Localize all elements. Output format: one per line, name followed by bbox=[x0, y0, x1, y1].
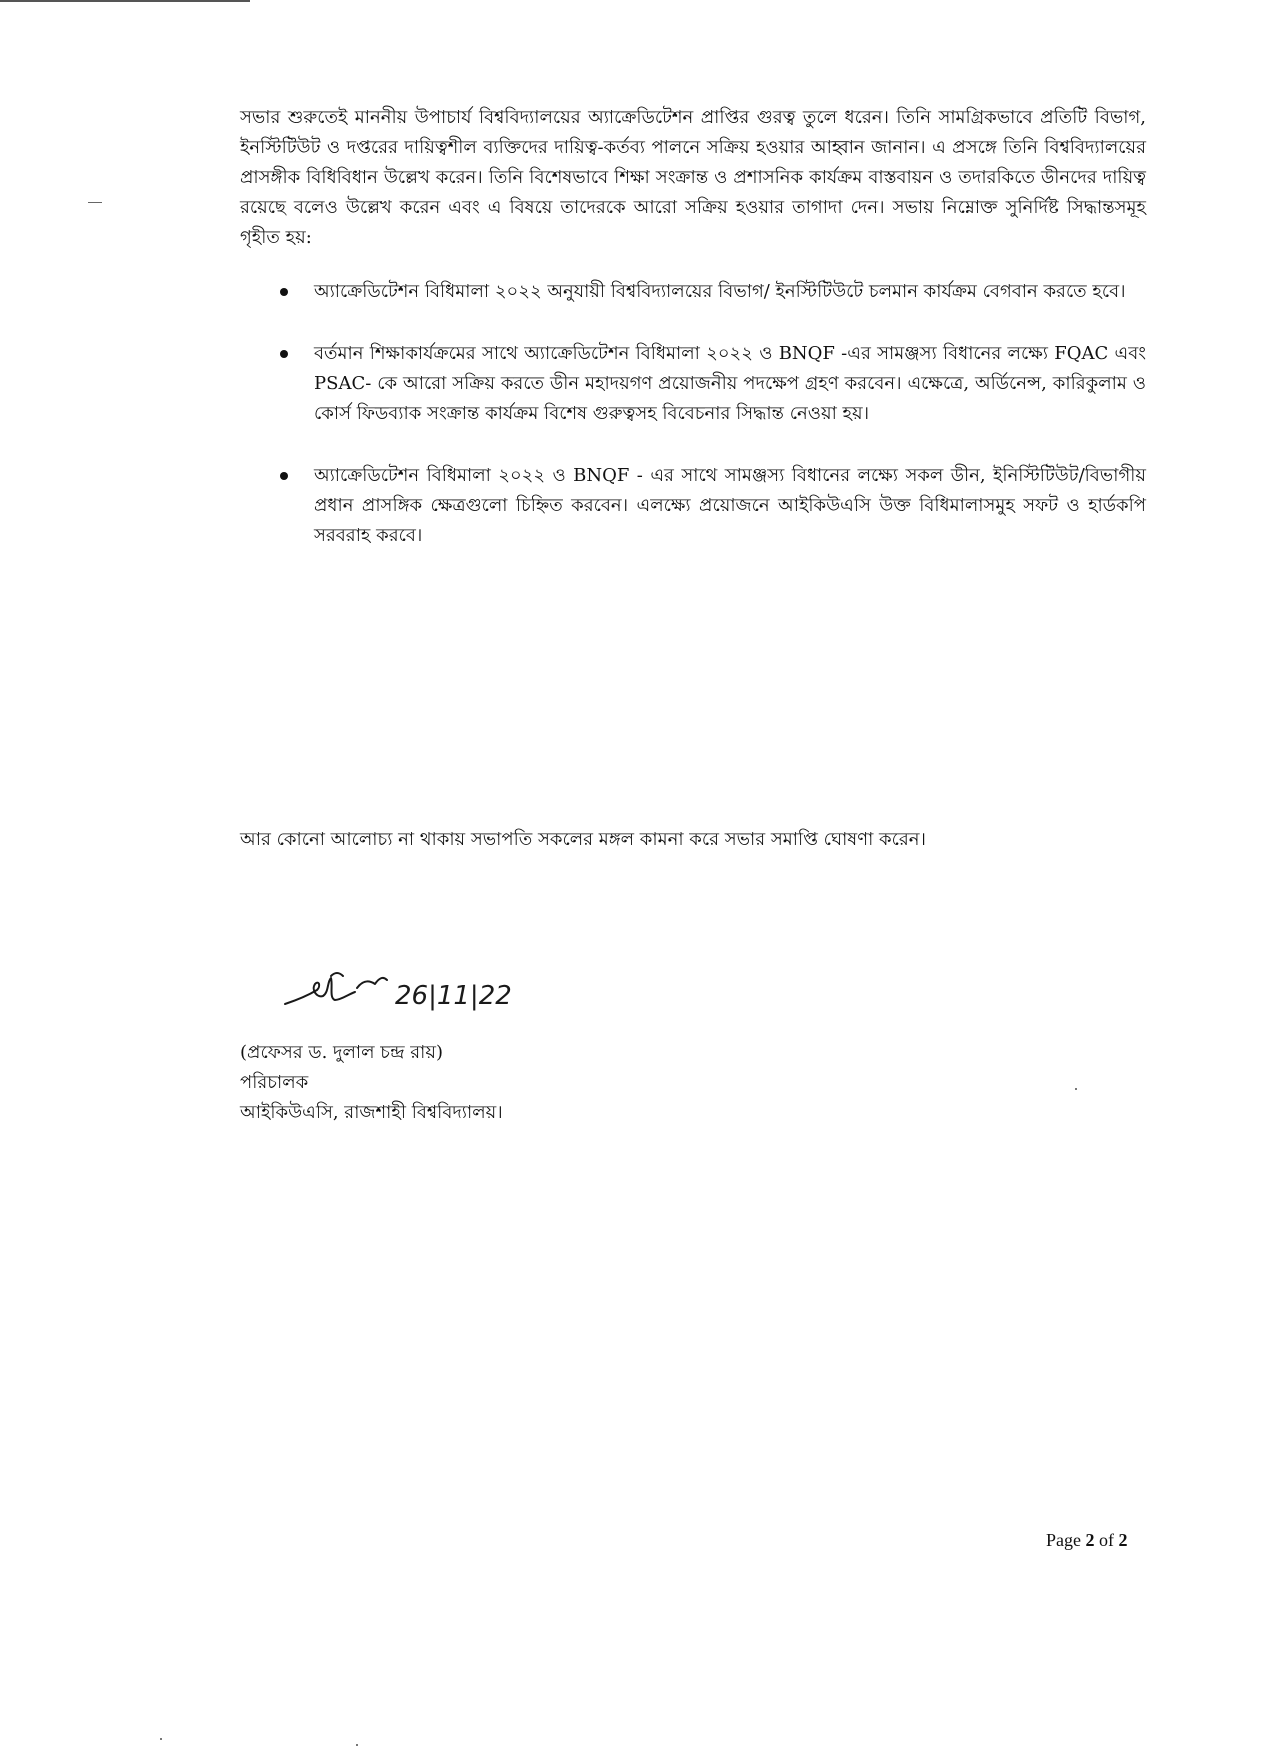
scan-dash-mark bbox=[88, 202, 102, 203]
bullet-icon bbox=[280, 288, 288, 296]
signatory-designation: পরিচালক bbox=[240, 1072, 309, 1093]
decision-item bbox=[240, 461, 1146, 551]
intro-paragraph: সভার শুরুতেই মাননীয় উপাচার্য বিশ্ববিদ্যালয়ের অ্যাক্রেডিটেশন প্রাপ্তির গুরত্ব তুলে ধরেন। তিনি সামগ্রিকভাবে প্রতিটি বিভাগ, ইনস্টিটিউট ও দপ্তরের দায়িত্বশীল ব্যক্তিদের দায়িত্ব-কর্তব্য পালনে সক্রিয় হওয়ার আহ্বান জানান। এ প্রসঙ্গে তিনি বিশ্ববিদ্যালয়ের প্রাসঙ্গীক বিধিবিধান উল্লেখ করেন। তিনি বিশেষভাবে শিক্ষা সংক্রান্ত ও প্রশাসনিক কার্যক্রম বাস্তবায়ন ও তদারকিতে ডীনদের দায়িত্ব রয়েছে বলেও উল্লেখ করেন এবং এ বিষয়ে তাদেরকে আরো সক্রিয় হওয়ার তাগাদা দেন। সভায় নিম্নোক্ত সুনির্দিষ্ট সিদ্ধান্তসমূহ গৃহীত হয়: bbox=[240, 107, 1146, 248]
page-of: of bbox=[1099, 1530, 1114, 1550]
handwritten-signature bbox=[283, 962, 583, 1022]
page-total: 2 bbox=[1118, 1530, 1128, 1550]
signatory-name: (প্রফেসর ড. দুলাল চন্দ্র রায়) bbox=[240, 1042, 444, 1063]
scan-speck bbox=[160, 1738, 162, 1740]
page-current: 2 bbox=[1085, 1530, 1095, 1550]
page-label: Page bbox=[1046, 1530, 1081, 1550]
page-number bbox=[1046, 1528, 1128, 1552]
closing-paragraph: আর কোনো আলোচ্য না থাকায় সভাপতি সকলের মঙ্গল কামনা করে সভার সমাপ্তি ঘোষণা করেন। bbox=[240, 829, 926, 850]
bullet-icon bbox=[280, 472, 288, 480]
scan-speck bbox=[1075, 1088, 1077, 1090]
decision-text: অ্যাক্রেডিটেশন বিধিমালা ২০২২ অনুযায়ী বিশ্ববিদ্যালয়ের বিভাগ/ ইনস্টিটিউটে চলমান কার্যক্রম বেগবান করতে হবে। bbox=[314, 281, 1126, 302]
scan-edge-mark bbox=[0, 0, 250, 2]
decision-item bbox=[240, 277, 1146, 307]
signature-date: 26|11|22 bbox=[395, 981, 512, 1011]
scan-speck bbox=[356, 1744, 358, 1746]
decision-text: অ্যাক্রেডিটেশন বিধিমালা ২০২২ ও BNQF - এর সাথে সামঞ্জস্য বিধানের লক্ষ্যে সকল ডীন, ইনিস্টিটিউট/বিভাগীয় প্রধান প্রাসঙ্গিক ক্ষেত্রগুলো চিহ্নিত করবেন। এলক্ষ্যে প্রয়োজনে আইকিউএসি উক্ত বিধিমালাসমুহ সফট ও হার্ডকপি সরবরাহ করবে। bbox=[314, 465, 1146, 546]
signatory-block bbox=[240, 1038, 503, 1128]
decision-list bbox=[240, 277, 1146, 551]
signatory-office: আইকিউএসি, রাজশাহী বিশ্ববিদ্যালয়। bbox=[240, 1102, 503, 1123]
document-body bbox=[240, 103, 1146, 583]
decision-item bbox=[240, 339, 1146, 429]
decision-text: বর্তমান শিক্ষাকার্যক্রমের সাথে অ্যাক্রেডিটেশন বিধিমালা ২০২২ ও BNQF -এর সামঞ্জস্য বিধানের লক্ষ্যে FQAC এবং PSAC- কে আরো সক্রিয় করতে ডীন মহাদয়গণ প্রয়োজনীয় পদক্ষেপ গ্রহণ করবেন। এক্ষেত্রে, অর্ডিনেন্স, কারিকুলাম ও কোর্স ফিডব্যাক সংক্রান্ত কার্যক্রম বিশেষ গুরুত্বসহ বিবেচনার সিদ্ধান্ত নেওয়া হয়। bbox=[314, 343, 1146, 424]
bullet-icon bbox=[280, 350, 288, 358]
